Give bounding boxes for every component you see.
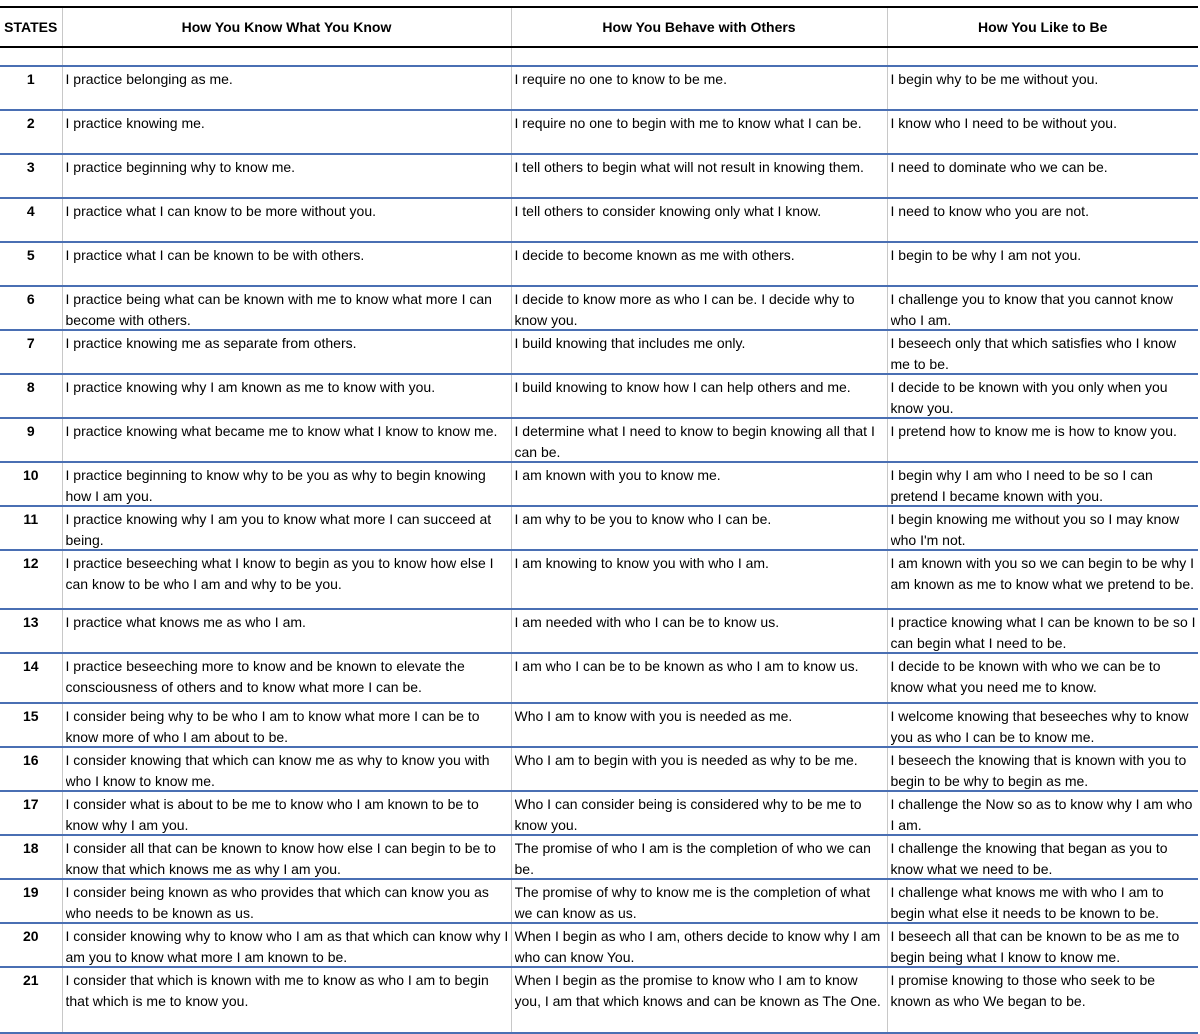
table-row bbox=[0, 835, 1198, 879]
state-number bbox=[0, 967, 62, 1033]
header-states: STATES bbox=[0, 7, 62, 47]
behave-cell bbox=[511, 747, 887, 791]
table-row bbox=[0, 550, 1198, 609]
table-row bbox=[0, 66, 1198, 110]
like-cell-text: I challenge the Now so as to know why I am who I am. bbox=[890, 796, 1193, 833]
know-cell bbox=[62, 923, 511, 967]
know-cell-text: I practice what knows me as who I am. bbox=[65, 614, 306, 630]
behave-cell bbox=[511, 967, 887, 1033]
table-header bbox=[0, 7, 1198, 47]
know-cell-text: I consider knowing that which can know me as why to know you with who I know to know me. bbox=[65, 752, 490, 789]
state-number-text: 16 bbox=[22, 752, 39, 768]
behave-cell bbox=[511, 286, 887, 330]
behave-cell-text: I am why to be you to know who I can be. bbox=[514, 511, 772, 527]
state-number bbox=[0, 66, 62, 110]
table-row bbox=[0, 653, 1198, 703]
like-cell-text: I challenge you to know that you cannot know who I am. bbox=[890, 291, 1174, 328]
behave-cell-text: I determine what I need to know to begin knowing all that I can be. bbox=[514, 423, 875, 460]
behave-cell bbox=[511, 506, 887, 550]
state-number-text: 12 bbox=[22, 555, 39, 571]
behave-cell-text: The promise of who I am is the completion of who we can be. bbox=[514, 840, 871, 877]
state-number bbox=[0, 462, 62, 506]
state-number bbox=[0, 835, 62, 879]
like-cell bbox=[887, 609, 1198, 653]
state-number bbox=[0, 242, 62, 286]
behave-cell bbox=[511, 791, 887, 835]
know-cell-text: I practice being what can be known with me to know what more I can become with others. bbox=[65, 291, 492, 328]
like-cell bbox=[887, 374, 1198, 418]
behave-cell-text: When I begin as the promise to know who I am to know you, I am that which knows and can be known as The One. bbox=[514, 972, 881, 1009]
spacer-row bbox=[0, 47, 1198, 66]
state-number-text: 17 bbox=[22, 796, 39, 812]
behave-cell-text: Who I can consider being is considered why to be me to know you. bbox=[514, 796, 862, 833]
behave-cell-text: I build knowing that includes me only. bbox=[514, 335, 746, 351]
state-number bbox=[0, 506, 62, 550]
know-cell-text: I practice beseeching more to know and be known to elevate the consciousness of others and to know what more I can be. bbox=[65, 658, 465, 695]
know-cell bbox=[62, 506, 511, 550]
behave-cell-text: I tell others to consider knowing only what I know. bbox=[514, 203, 822, 219]
like-cell-text: I am known with you so we can begin to be why I am known as me to know what we pretend to be. bbox=[890, 555, 1194, 592]
state-number-text: 6 bbox=[26, 291, 35, 307]
state-number bbox=[0, 154, 62, 198]
like-cell-text: I practice knowing what I can be known to be so I can begin what I need to be. bbox=[890, 614, 1196, 651]
behave-cell-text: I am needed with who I can be to know us. bbox=[514, 614, 780, 630]
like-cell bbox=[887, 703, 1198, 747]
know-cell-text: I consider being known as who provides that which can know you as who needs to be known as us. bbox=[65, 884, 489, 921]
like-cell-text: I begin knowing me without you so I may know who I'm not. bbox=[890, 511, 1180, 548]
like-cell bbox=[887, 791, 1198, 835]
know-cell bbox=[62, 653, 511, 703]
state-number bbox=[0, 879, 62, 923]
behave-cell-text: When I begin as who I am, others decide to know why I am who can know You. bbox=[514, 928, 881, 965]
states-table bbox=[0, 6, 1198, 1034]
know-cell bbox=[62, 242, 511, 286]
know-cell-text: I practice belonging as me. bbox=[65, 71, 233, 87]
like-cell bbox=[887, 506, 1198, 550]
like-cell bbox=[887, 198, 1198, 242]
table-row bbox=[0, 703, 1198, 747]
know-cell bbox=[62, 609, 511, 653]
state-number bbox=[0, 374, 62, 418]
like-cell-text: I know who I need to be without you. bbox=[890, 115, 1117, 131]
table-row bbox=[0, 879, 1198, 923]
like-cell bbox=[887, 242, 1198, 286]
state-number bbox=[0, 198, 62, 242]
know-cell-text: I practice knowing what became me to know what I know to know me. bbox=[65, 423, 498, 439]
behave-cell bbox=[511, 653, 887, 703]
know-cell bbox=[62, 330, 511, 374]
like-cell bbox=[887, 330, 1198, 374]
know-cell bbox=[62, 967, 511, 1033]
know-cell bbox=[62, 791, 511, 835]
state-number bbox=[0, 418, 62, 462]
know-cell-text: I practice knowing why I am you to know what more I can succeed at being. bbox=[65, 511, 492, 548]
behave-cell-text: I require no one to know to be me. bbox=[514, 71, 727, 87]
table-row bbox=[0, 286, 1198, 330]
table-row bbox=[0, 154, 1198, 198]
behave-cell-text: I am knowing to know you with who I am. bbox=[514, 555, 769, 571]
behave-cell bbox=[511, 242, 887, 286]
know-cell bbox=[62, 703, 511, 747]
like-cell bbox=[887, 550, 1198, 609]
like-cell bbox=[887, 923, 1198, 967]
like-cell-text: I need to dominate who we can be. bbox=[890, 159, 1108, 175]
know-cell bbox=[62, 747, 511, 791]
like-cell-text: I pretend how to know me is how to know you. bbox=[890, 423, 1177, 439]
state-number-text: 5 bbox=[26, 247, 35, 263]
like-cell-text: I welcome knowing that beseeches why to know you as who I can be to know me. bbox=[890, 708, 1189, 745]
state-number bbox=[0, 110, 62, 154]
header-behave: How You Behave with Others bbox=[511, 7, 887, 47]
table-row bbox=[0, 374, 1198, 418]
like-cell-text: I begin why to be me without you. bbox=[890, 71, 1099, 87]
know-cell-text: I consider knowing why to know who I am as that which can know why I am you to know what more I am known to be. bbox=[65, 928, 509, 965]
behave-cell bbox=[511, 923, 887, 967]
like-cell bbox=[887, 66, 1198, 110]
know-cell bbox=[62, 110, 511, 154]
state-number bbox=[0, 286, 62, 330]
like-cell-text: I challenge what knows me with who I am to begin what else it needs to be known to be. bbox=[890, 884, 1164, 921]
like-cell-text: I begin to be why I am not you. bbox=[890, 247, 1082, 263]
behave-cell bbox=[511, 154, 887, 198]
state-number bbox=[0, 923, 62, 967]
know-cell bbox=[62, 198, 511, 242]
know-cell-text: I practice what I can know to be more without you. bbox=[65, 203, 376, 219]
behave-cell bbox=[511, 418, 887, 462]
like-cell-text: I need to know who you are not. bbox=[890, 203, 1089, 219]
behave-cell bbox=[511, 550, 887, 609]
table-row bbox=[0, 923, 1198, 967]
know-cell bbox=[62, 66, 511, 110]
behave-cell bbox=[511, 835, 887, 879]
know-cell-text: I practice beseeching what I know to begin as you to know how else I can know to be who I am and why to be you. bbox=[65, 555, 494, 592]
like-cell-text: I begin why I am who I need to be so I can pretend I became known with you. bbox=[890, 467, 1153, 504]
state-number-text: 13 bbox=[22, 614, 39, 630]
know-cell bbox=[62, 286, 511, 330]
state-number-text: 9 bbox=[26, 423, 35, 439]
behave-cell-text: The promise of why to know me is the completion of what we can know as us. bbox=[514, 884, 871, 921]
state-number-text: 15 bbox=[22, 708, 39, 724]
header-know: How You Know What You Know bbox=[62, 7, 511, 47]
know-cell-text: I consider that which is known with me to know as who I am to begin that which is me to know you. bbox=[65, 972, 489, 1009]
state-number-text: 7 bbox=[26, 335, 35, 351]
state-number bbox=[0, 747, 62, 791]
know-cell bbox=[62, 418, 511, 462]
behave-cell bbox=[511, 879, 887, 923]
like-cell bbox=[887, 967, 1198, 1033]
know-cell-text: I practice what I can be known to be with others. bbox=[65, 247, 365, 263]
state-number-text: 4 bbox=[26, 203, 35, 219]
know-cell-text: I practice knowing me as separate from others. bbox=[65, 335, 357, 351]
know-cell-text: I practice beginning to know why to be you as why to begin knowing how I am you. bbox=[65, 467, 486, 504]
behave-cell bbox=[511, 110, 887, 154]
state-number-text: 11 bbox=[23, 511, 39, 527]
like-cell-text: I beseech all that can be known to be as me to begin being what I know to know me. bbox=[890, 928, 1180, 965]
state-number bbox=[0, 791, 62, 835]
behave-cell bbox=[511, 66, 887, 110]
state-number bbox=[0, 330, 62, 374]
state-number bbox=[0, 550, 62, 609]
like-cell bbox=[887, 835, 1198, 879]
behave-cell-text: I decide to know more as who I can be. I decide why to know you. bbox=[514, 291, 855, 328]
know-cell bbox=[62, 835, 511, 879]
state-number bbox=[0, 653, 62, 703]
know-cell-text: I practice knowing me. bbox=[65, 115, 205, 131]
behave-cell bbox=[511, 609, 887, 653]
state-number bbox=[0, 609, 62, 653]
table-row bbox=[0, 609, 1198, 653]
behave-cell-text: I decide to become known as me with others. bbox=[514, 247, 795, 263]
table-row bbox=[0, 242, 1198, 286]
state-number-text: 18 bbox=[22, 840, 39, 856]
like-cell bbox=[887, 653, 1198, 703]
behave-cell-text: I build knowing to know how I can help others and me. bbox=[514, 379, 851, 395]
behave-cell-text: I am who I can be to be known as who I am to know us. bbox=[514, 658, 859, 674]
behave-cell-text: Who I am to begin with you is needed as why to be me. bbox=[514, 752, 858, 768]
know-cell bbox=[62, 154, 511, 198]
like-cell-text: I promise knowing to those who seek to be known as who We began to be. bbox=[890, 972, 1156, 1009]
state-number-text: 2 bbox=[26, 115, 35, 131]
know-cell bbox=[62, 462, 511, 506]
behave-cell bbox=[511, 198, 887, 242]
table-row bbox=[0, 462, 1198, 506]
like-cell bbox=[887, 879, 1198, 923]
behave-cell bbox=[511, 374, 887, 418]
like-cell bbox=[887, 154, 1198, 198]
table-row bbox=[0, 418, 1198, 462]
like-cell-text: I decide to be known with who we can be to know what you need me to know. bbox=[890, 658, 1161, 695]
like-cell bbox=[887, 110, 1198, 154]
behave-cell bbox=[511, 330, 887, 374]
like-cell bbox=[887, 418, 1198, 462]
table-row bbox=[0, 330, 1198, 374]
behave-cell bbox=[511, 462, 887, 506]
like-cell-text: I beseech the knowing that is known with you to begin to be why to begin as me. bbox=[890, 752, 1187, 789]
table-row bbox=[0, 967, 1198, 1033]
like-cell-text: I decide to be known with you only when you know you. bbox=[890, 379, 1168, 416]
behave-cell-text: Who I am to know with you is needed as me. bbox=[514, 708, 793, 724]
know-cell bbox=[62, 879, 511, 923]
state-number-text: 3 bbox=[26, 159, 35, 175]
table-row bbox=[0, 198, 1198, 242]
like-cell-text: I beseech only that which satisfies who I know me to be. bbox=[890, 335, 1177, 372]
state-number-text: 14 bbox=[22, 658, 39, 674]
state-number-text: 8 bbox=[26, 379, 35, 395]
like-cell bbox=[887, 462, 1198, 506]
table-row bbox=[0, 791, 1198, 835]
table-body bbox=[0, 47, 1198, 1033]
table-row bbox=[0, 110, 1198, 154]
like-cell bbox=[887, 747, 1198, 791]
header-like: How You Like to Be bbox=[887, 7, 1198, 47]
know-cell bbox=[62, 550, 511, 609]
state-number bbox=[0, 703, 62, 747]
table-row bbox=[0, 506, 1198, 550]
like-cell bbox=[887, 286, 1198, 330]
know-cell-text: I practice knowing why I am known as me to know with you. bbox=[65, 379, 436, 395]
behave-cell bbox=[511, 703, 887, 747]
state-number-text: 1 bbox=[26, 71, 35, 87]
behave-cell-text: I tell others to begin what will not result in knowing them. bbox=[514, 159, 864, 175]
state-number-text: 19 bbox=[22, 884, 39, 900]
know-cell-text: I practice beginning why to know me. bbox=[65, 159, 296, 175]
behave-cell-text: I require no one to begin with me to know what I can be. bbox=[514, 115, 862, 131]
state-number-text: 21 bbox=[22, 972, 39, 988]
know-cell-text: I consider being why to be who I am to know what more I can be to know more of who I am about to be. bbox=[65, 708, 480, 745]
know-cell-text: I consider what is about to be me to know who I am known to be to know why I am you. bbox=[65, 796, 479, 833]
state-number-text: 10 bbox=[22, 467, 39, 483]
know-cell-text: I consider all that can be known to know how else I can begin to be to know that which knows me as why I am you. bbox=[65, 840, 496, 877]
like-cell-text: I challenge the knowing that began as you to know what we need to be. bbox=[890, 840, 1168, 877]
behave-cell-text: I am known with you to know me. bbox=[514, 467, 721, 483]
state-number-text: 20 bbox=[22, 928, 39, 944]
table-row bbox=[0, 747, 1198, 791]
know-cell bbox=[62, 374, 511, 418]
